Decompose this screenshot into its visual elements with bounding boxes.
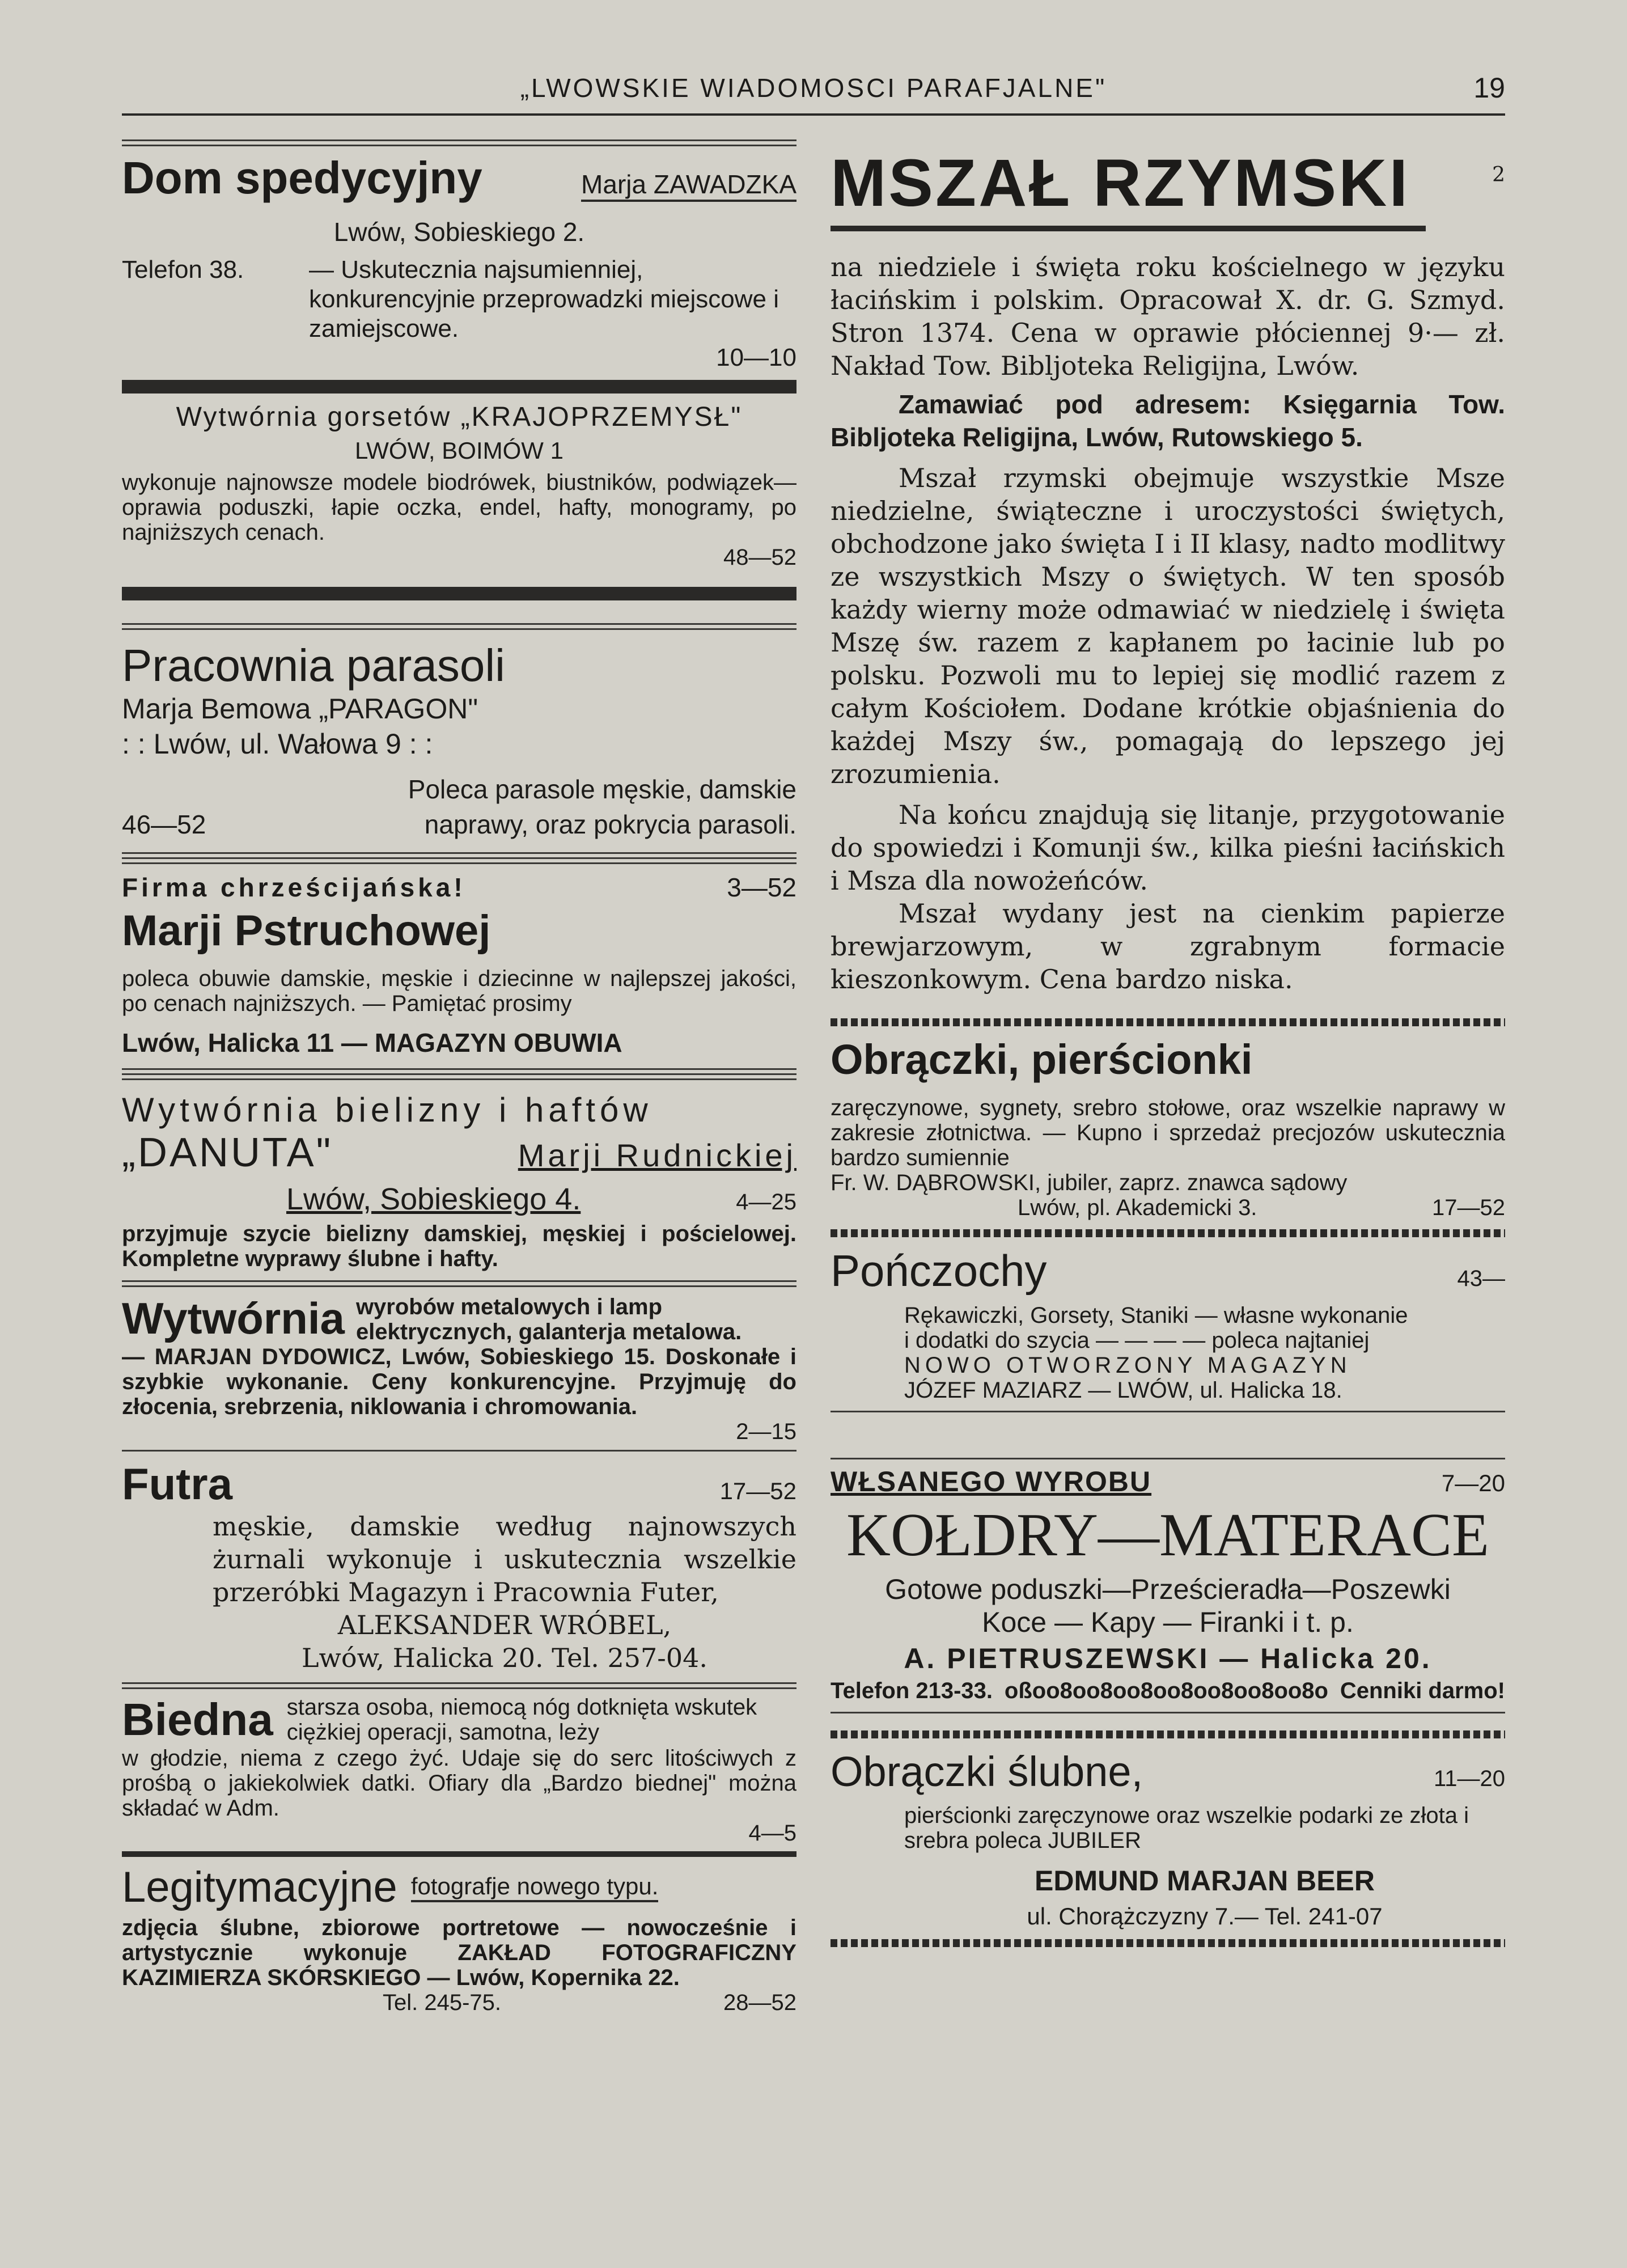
ad-parasole xyxy=(122,641,796,840)
ad-futra xyxy=(122,1458,796,1674)
ad-code: 2—15 xyxy=(736,1419,796,1444)
page-header xyxy=(122,68,1505,116)
ad-line: Marja Bemowa „PARAGON" xyxy=(122,693,478,725)
ad-phone: Tel. 245-75. xyxy=(383,1990,502,2015)
ad-address: ul. Chorążczyzny 7.— Tel. 241-07 xyxy=(1027,1903,1383,1930)
ad-code: 46—52 xyxy=(122,810,206,839)
ad-obuwie xyxy=(122,872,796,1058)
ad-text: — MARJAN DYDOWICZ, Lwów, Sobieskiego 15. Doskonałe i szybkie wykonanie. Ceny konkurencyjne. Przyjmuję do złocenia, srebrzenia, niklowania i chromowania. xyxy=(122,1344,796,1419)
ad-tag: WŁSANEGO WYROBU xyxy=(831,1466,1152,1497)
ad-text: naprawy, oraz pokrycia parasoli. xyxy=(424,810,796,839)
ad-title: KOŁDRY—MATERACE xyxy=(846,1501,1490,1569)
divider xyxy=(122,1280,796,1282)
ad-mszal xyxy=(831,146,1505,996)
ad-danuta xyxy=(122,1090,796,1271)
ad-title: Legitymacyjne xyxy=(122,1863,397,1911)
ad-title: Pracownia parasoli xyxy=(122,640,505,691)
ad-order: Zamawiać pod adresem: Księgarnia Tow. Bibljoteka Religijna, Lwów, Rutowskiego 5. xyxy=(831,390,1505,452)
ad-phone: Telefon 213-33. xyxy=(831,1678,993,1703)
ad-line: JÓZEF MAZIARZ — LWÓW, ul. Halicka 18. xyxy=(904,1378,1342,1403)
ad-brand: „DANUTA" xyxy=(122,1130,333,1175)
ad-code: 48—52 xyxy=(723,545,796,570)
ad-code: 4—25 xyxy=(736,1190,796,1215)
ad-koldry xyxy=(831,1465,1505,1704)
divider xyxy=(122,145,796,146)
divider xyxy=(122,628,796,630)
ad-tagline: Firma chrześcijańska! xyxy=(122,873,466,902)
ad-text: starsza osoba, niemocą nóg dotknięta wskutek ciężkiej operacji, samotna, leży xyxy=(286,1695,757,1745)
ad-title: Pończochy xyxy=(831,1246,1047,1296)
ad-line: NOWO OTWORZONY MAGAZYN xyxy=(904,1353,1351,1378)
ad-name: EDMUND MARJAN BEER xyxy=(1034,1865,1375,1897)
ad-title: Obrączki ślubne, xyxy=(831,1748,1143,1795)
divider xyxy=(122,1450,796,1452)
ad-legitymacyjne xyxy=(122,1863,796,2015)
ad-phone: Telefon 38. xyxy=(122,256,244,284)
divider xyxy=(122,862,796,864)
right-column xyxy=(831,136,1505,1956)
ad-title: Marji Pstruchowej xyxy=(122,907,491,955)
ad-address: Lwów, pl. Akademicki 3. xyxy=(1018,1195,1257,1220)
ornament-divider xyxy=(831,1939,1505,1947)
page-number: 19 xyxy=(1473,72,1505,104)
ad-text: zdjęcia ślubne, zbiorowe portretowe — nowocześnie i artystycznie wykonuje ZAKŁAD FOTOGRAFICZNY KAZIMIERZA SKÓRSKIEGO — Lwów, Kopernika 22. xyxy=(122,1915,796,1990)
ad-text: — Uskutecznia najsumienniej, konkurencyjnie przeprowadzki miejscowe i zamiejscowe. xyxy=(309,256,779,342)
ad-name: ALEKSANDER WRÓBEL, xyxy=(337,1610,672,1640)
ad-name: Fr. W. DĄBROWSKI, jubiler, zaprz. znawca sądowy xyxy=(831,1170,1348,1195)
ad-obraczki-slubne xyxy=(831,1747,1505,1930)
ad-line: Koce — Kapy — Firanki i t. p. xyxy=(982,1606,1354,1638)
ad-address: Lwów, Halicka 20. Tel. 257-04. xyxy=(302,1643,707,1673)
ornament: oßoo8oo8oo8oo8oo8oo8oo8o xyxy=(1004,1678,1328,1703)
ad-line: Wytwórnia bielizny i haftów xyxy=(122,1091,653,1129)
ad-code: 17—52 xyxy=(1432,1195,1505,1220)
ornament-divider xyxy=(831,1018,1505,1026)
divider xyxy=(122,1682,796,1684)
ad-text: przyjmuje szycie bielizny damskiej, męskiej i pościelowej. Kompletne wyprawy ślubne i hafty. xyxy=(122,1221,796,1271)
ad-subtitle: fotografje nowego typu. xyxy=(411,1873,659,1902)
ad-line: A. PIETRUSZEWSKI — Halicka 20. xyxy=(904,1643,1432,1674)
ad-code: 3—52 xyxy=(727,873,796,902)
ad-code: 17—52 xyxy=(719,1478,796,1504)
ad-code: 10—10 xyxy=(716,344,796,371)
ad-address: Lwów, Halicka 11 — MAGAZYN OBUWIA xyxy=(122,1028,622,1057)
divider xyxy=(831,1411,1505,1412)
ad-text: męskie, damskie według najnowszych żurnali wykonuje i uskutecznia wszelkie przeróbki Magazyn i Pracownia Futer, xyxy=(213,1511,796,1607)
ad-address: Lwów, Sobieskiego 4. xyxy=(286,1182,581,1216)
ad-code: 43— xyxy=(1457,1266,1505,1291)
ad-text: Mszał rzymski obejmuje wszystkie Msze niedzielne, świąteczne i uroczystości świętych, obchodzone jako święta I i II klasy, nadto modlitwy ze wszystkich Mszy o świętych. W ten sposób każdy wierny może odmawiać w niedzielę i święta Mszę św. razem z kapłanem po łacinie lub po polsku. Pozwoli mu to lepiej się modlić razem z całym Kościołem. Dodane krótkie objaśnienia do każdej Mszy św., pomagają do lepszego jej zrozumienia. xyxy=(831,463,1505,789)
divider xyxy=(122,1851,796,1857)
ad-text: wykonuje najnowsze modele biodrówek, biustników, podwiązek—oprawia poduszki, łapie oczka, endel, hafty, monogramy, po najniższych cenach. xyxy=(122,470,796,545)
ad-text: Na końcu znajdują się litanje, przygotowanie do spowiedzi i Komunji św., kilka pieśni łacińskich i Msza dla nowożeńców. xyxy=(831,799,1505,896)
ad-text: na niedziele i święta roku kościelnego w języku łacińskim i polskim. Opracował X. dr. G. Szmyd. Stron 1374. Cena w oprawie płóciennej 9·— zł. Nakład Tow. Bibljoteka Religijna, Lwów. xyxy=(831,252,1505,381)
corner-number: 2 xyxy=(1492,163,1505,187)
divider xyxy=(122,1078,796,1080)
ad-line: Rękawiczki, Gorsety, Staniki — własne wykonanie xyxy=(904,1303,1408,1328)
ad-metalowe xyxy=(122,1293,796,1444)
ad-ponczochy xyxy=(831,1246,1505,1403)
divider xyxy=(122,587,796,600)
ad-subtitle: wyrobów metalowych i lamp elektrycznych, galanterja metalowa. xyxy=(355,1294,742,1344)
ad-address: LWÓW, BOIMÓW 1 xyxy=(355,437,563,464)
divider xyxy=(122,380,796,393)
ad-line: i dodatki do szycia — — — — poleca najtaniej xyxy=(904,1328,1370,1353)
divider xyxy=(122,857,796,859)
ad-spedycja xyxy=(122,150,796,372)
ad-title: Futra xyxy=(122,1459,232,1509)
ad-code: 7—20 xyxy=(1441,1470,1505,1496)
ad-text: w głodzie, niema z czego żyć. Udaje się do serc litościwych z prośbą o jakiekolwiek datki. Ofiary dla „Bardzo biednej" można składać w Adm. xyxy=(122,1746,796,1821)
ad-text: pierścionki zaręczynowe oraz wszelkie podarki ze złota i srebra poleca JUBILER xyxy=(904,1803,1469,1853)
ad-text: Poleca parasole męskie, damskie xyxy=(408,775,796,804)
ad-title: Obrączki, pierścionki xyxy=(831,1036,1253,1083)
divider xyxy=(122,139,796,141)
ad-code: 4—5 xyxy=(748,1821,796,1846)
page-title: „LWOWSKIE WIADOMOSCI PARAFJALNE" xyxy=(520,73,1107,103)
divider xyxy=(831,1458,1505,1459)
ad-obraczki-pierscionki xyxy=(831,1035,1505,1220)
ad-text: poleca obuwie damskie, męskie i dziecinne w najlepszej jakości, po cenach najniższych. — Pamiętać prosimy xyxy=(122,966,796,1016)
ad-tail: Cenniki darmo! xyxy=(1340,1678,1505,1703)
left-column xyxy=(122,136,796,2015)
divider xyxy=(122,623,796,625)
ad-code: 11—20 xyxy=(1433,1766,1505,1791)
ad-address: Lwów, Sobieskiego 2. xyxy=(333,217,585,247)
divider xyxy=(831,1712,1505,1713)
divider xyxy=(122,1073,796,1075)
ad-owner: Marja ZAWADZKA xyxy=(581,169,796,202)
ad-biedna xyxy=(122,1694,796,1846)
ad-title: MSZAŁ RZYMSKI xyxy=(831,146,1410,221)
ad-title: Dom spedycyjny xyxy=(122,153,482,203)
divider xyxy=(122,1068,796,1070)
ad-title: Biedna xyxy=(122,1694,273,1745)
ad-gorsety xyxy=(122,401,796,570)
ornament-divider xyxy=(831,1229,1505,1237)
ad-code: 28—52 xyxy=(723,1990,796,2015)
divider xyxy=(831,226,1426,231)
ad-owner: Marji Rudnickiej xyxy=(518,1137,796,1173)
ad-line: Gotowe poduszki—Prześcieradła—Poszewki xyxy=(885,1573,1451,1605)
divider xyxy=(122,1285,796,1287)
ornament-divider xyxy=(831,1730,1505,1738)
ad-text: Mszał wydany jest na cienkim papierze brewjarzowym, w zgrabnym formacie kieszonkowym. Cena bardzo niska. xyxy=(831,898,1505,995)
ad-line: : : Lwów, ul. Wałowa 9 : : xyxy=(122,728,433,760)
ad-text: zaręczynowe, sygnety, srebro stołowe, oraz wszelkie naprawy w zakresie złotnictwa. — Kupno i sprzedaż precjozów uskutecznia bardzo sumiennie xyxy=(831,1095,1505,1170)
divider xyxy=(122,852,796,854)
ad-title: Wytwórnia xyxy=(122,1293,345,1343)
ad-title: Wytwórnia gorsetów „KRAJOPRZEMYSŁ" xyxy=(176,402,743,432)
divider xyxy=(122,1687,796,1689)
